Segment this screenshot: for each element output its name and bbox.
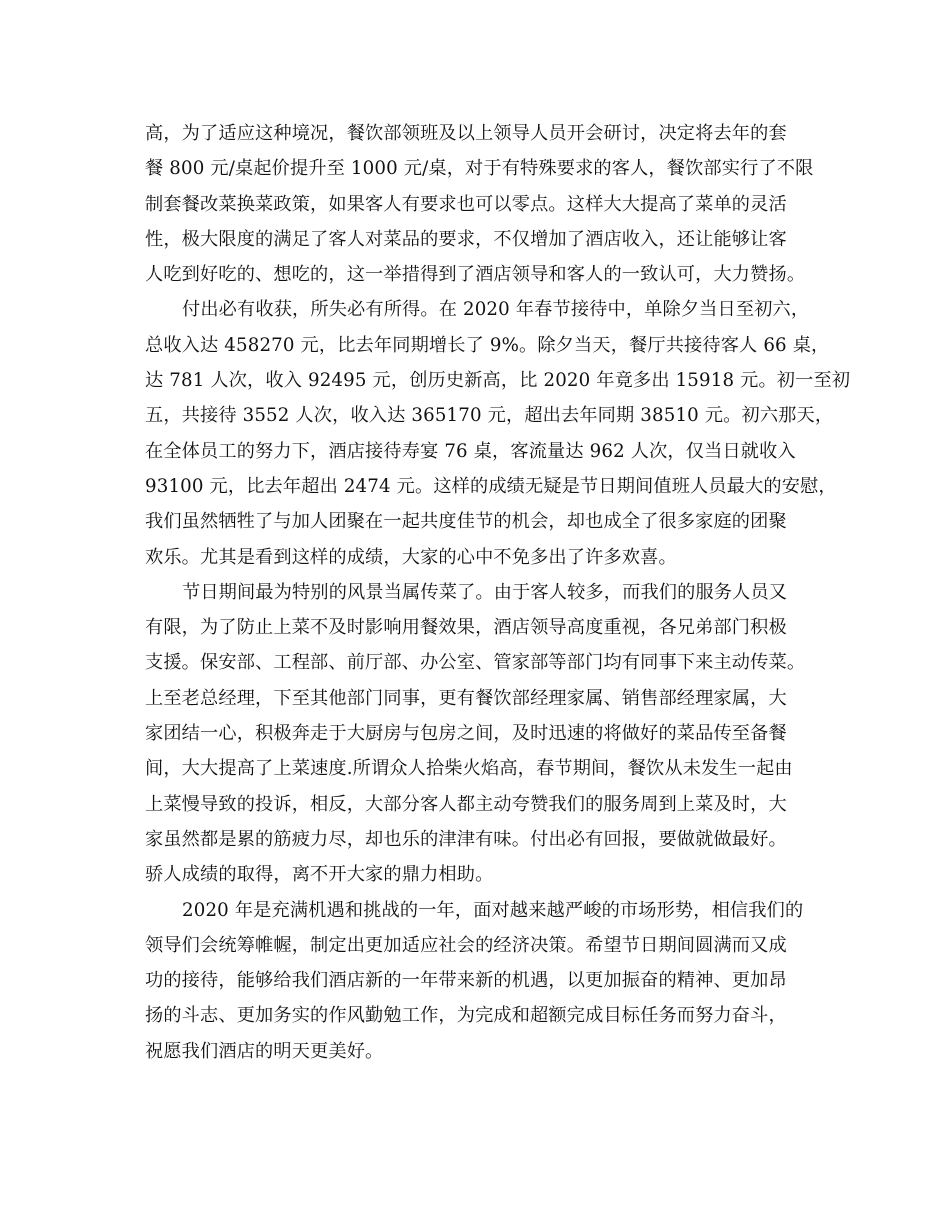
text-line: 制套餐改菜换菜政策，如果客人有要求也可以零点。这样大大提高了菜单的灵活 bbox=[145, 193, 787, 215]
paragraph-2 bbox=[145, 292, 851, 574]
text-line: 总收入达 458270 元，比去年同期增长了 9%。除夕当天，餐厅共接待客人 66 桌， bbox=[145, 334, 830, 356]
document-body bbox=[145, 116, 851, 1069]
text-line: 我们虽然牺牲了与加人团聚在一起共度佳节的机会，却也成全了很多家庭的团聚 bbox=[145, 511, 787, 533]
text-line: 家虽然都是累的筋疲力尽，却也乐的津津有味。付出必有回报，要做就做最好。 bbox=[145, 828, 787, 850]
text-line: 2020 年是充满机遇和挑战的一年，面对越来越严峻的市场形势，相信我们的 bbox=[182, 899, 804, 921]
text-line: 餐 800 元/桌起价提升至 1000 元/桌，对于有特殊要求的客人，餐饮部实行了不限 bbox=[145, 158, 814, 180]
text-line: 93100 元，比去年超出 2474 元。这样的成绩无疑是节日期间值班人员最大的安慰， bbox=[145, 475, 837, 497]
text-line: 人吃到好吃的、想吃的，这一举措得到了酒店领导和客人的一致认可，大力赞扬。 bbox=[145, 264, 806, 286]
paragraph-3 bbox=[145, 575, 810, 893]
paragraph-1 bbox=[145, 116, 814, 292]
text-line: 家团结一心，积极奔走于大厨房与包房之间，及时迅速的将做好的菜品传至备餐 bbox=[145, 723, 787, 745]
text-line: 扬的斗志、更加务实的作风勤勉工作，为完成和超额完成目标任务而努力奋斗， bbox=[145, 1005, 787, 1027]
text-line: 在全体员工的努力下，酒店接待寿宴 76 桌，客流量达 962 人次，仅当日就收入 bbox=[145, 440, 796, 462]
text-line: 五，共接待 3552 人次，收入达 365170 元，超出去年同期 38510 元。初六那天， bbox=[145, 405, 834, 427]
text-line: 间，大大提高了上菜速度.所谓众人拾柴火焰高，春节期间，餐饮从未发生一起由 bbox=[145, 758, 793, 780]
text-line: 达 781 人次，收入 92495 元，创历史新高，比 2020 年竟多出 15918 元。初一至初 bbox=[145, 370, 851, 392]
text-line: 领导们会统筹帷幄，制定出更加适应社会的经济决策。希望节日期间圆满而又成 bbox=[145, 934, 787, 956]
text-line: 节日期间最为特别的风景当属传菜了。由于客人较多，而我们的服务人员又 bbox=[182, 581, 788, 603]
text-line: 高，为了适应这种境况，餐饮部领班及以上领导人员开会研讨，决定将去年的套 bbox=[145, 123, 787, 144]
text-line: 上菜慢导致的投诉，相反，大部分客人都主动夸赞我们的服务周到上菜及时，大 bbox=[145, 793, 787, 815]
text-line: 支援。保安部、工程部、前厅部、办公室、管家部等部门均有同事下来主动传菜。 bbox=[145, 652, 806, 674]
text-line: 骄人成绩的取得，离不开大家的鼎力相助。 bbox=[145, 864, 494, 886]
paragraph-4 bbox=[145, 893, 810, 1069]
text-line: 祝愿我们酒店的明天更美好。 bbox=[145, 1040, 384, 1062]
text-line: 付出必有收获，所失必有所得。在 2020 年春节接待中，单除夕当日至初六， bbox=[182, 299, 810, 321]
text-line: 上至老总经理，下至其他部门同事，更有餐饮部经理家属、销售部经理家属，大 bbox=[145, 687, 787, 709]
text-line: 有限，为了防止上菜不及时影响用餐效果，酒店领导高度重视，各兄弟部门积极 bbox=[145, 617, 787, 639]
text-line: 欢乐。尤其是看到这样的成绩，大家的心中不免多出了许多欢喜。 bbox=[145, 546, 677, 568]
text-line: 性，极大限度的满足了客人对菜品的要求，不仅增加了酒店收入，还让能够让客 bbox=[145, 228, 787, 250]
text-line: 功的接待，能够给我们酒店新的一年带来新的机遇，以更加振奋的精神、更加昂 bbox=[145, 970, 787, 992]
